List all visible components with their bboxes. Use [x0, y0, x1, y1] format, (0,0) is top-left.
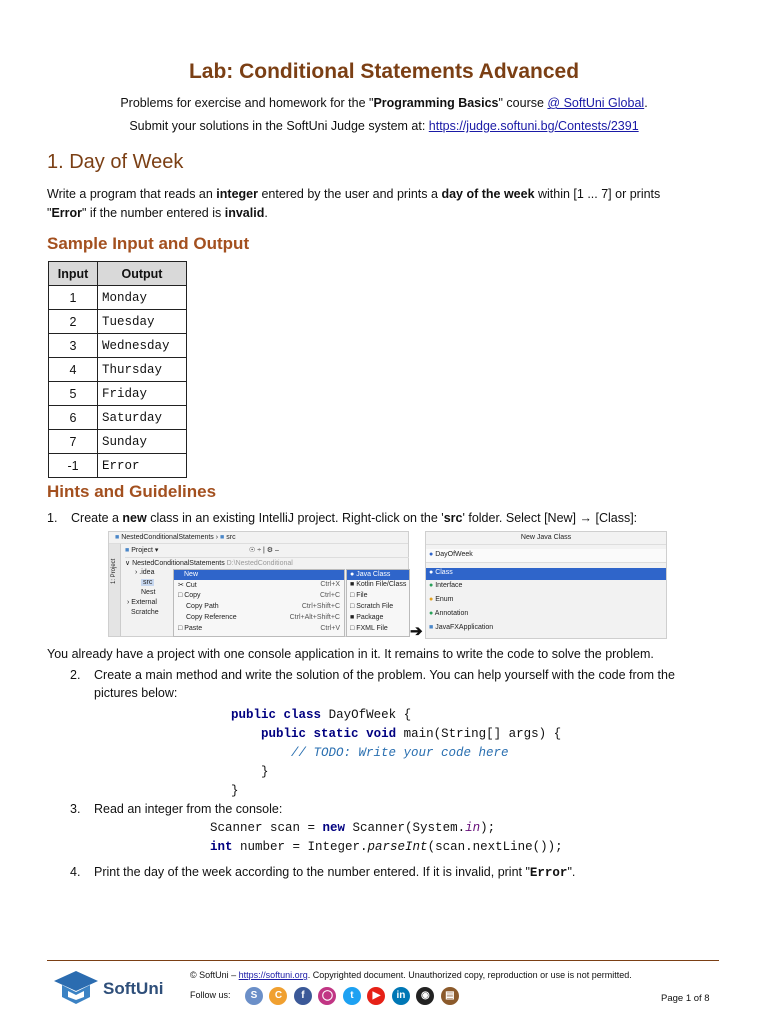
arrow-icon: ➔ [410, 623, 423, 640]
kind-option-interface[interactable]: ● Interface [429, 582, 463, 589]
softuni-global-link[interactable]: @ SoftUni Global [547, 96, 645, 110]
table-row [49, 382, 187, 406]
tree-item-src[interactable]: src [143, 579, 153, 586]
code-block-main: public class DayOfWeek { public static void main(String[] args) { // TODO: Write your code here } } [231, 708, 562, 798]
menu-item-paste[interactable]: □ Paste Ctrl+V [178, 625, 340, 632]
step-4: 4. Print the day of the week according to the number entered. If it is invalid, print "Error". [70, 865, 576, 880]
submenu-item-scratch[interactable]: □ Scratch File [350, 603, 394, 610]
project-side-tab[interactable]: 1: Project [109, 544, 121, 636]
intro-text: Submit your solutions in the SoftUni Judge system at: [129, 119, 429, 133]
softuni-logo [52, 969, 100, 1010]
kind-option-javafx[interactable]: ■ JavaFXApplication [429, 624, 494, 631]
submenu-item-java-class[interactable]: ● Java Class [347, 570, 409, 580]
new-submenu [346, 569, 410, 637]
intro-line-2 [0, 119, 768, 133]
table-row [49, 358, 187, 382]
table-row [49, 406, 187, 430]
intro-text: " course [498, 96, 548, 110]
youtube-icon[interactable]: ▶ [367, 987, 385, 1005]
menu-item-copy[interactable]: □ Copy Ctrl+C [178, 592, 340, 599]
hints-heading: Hints and Guidelines [47, 482, 217, 501]
class-icon: ● [429, 551, 434, 558]
tree-item[interactable]: › External [127, 599, 157, 606]
intellij-context-menu-screenshot [108, 531, 409, 637]
output-cell: Monday [98, 286, 187, 310]
submenu-item-package[interactable]: ■ Package [350, 614, 384, 621]
tree-item[interactable]: › .idea [135, 569, 155, 576]
social-links [245, 987, 462, 1005]
submenu-item-file[interactable]: □ File [350, 592, 368, 599]
project-toolbar: ■ Project ▾ ☉ ÷ | ⚙ – [125, 546, 409, 558]
sample-heading: Sample Input and Output [47, 234, 250, 253]
new-java-class-dialog-screenshot [425, 531, 667, 639]
toolbar-icons[interactable]: ☉ ÷ | ⚙ – [249, 547, 279, 554]
facebook-icon[interactable]: f [294, 987, 312, 1005]
menu-item-copy-reference[interactable]: Copy Reference Ctrl+Alt+Shift+C [186, 614, 340, 621]
stackoverflow-icon[interactable]: ▤ [441, 987, 459, 1005]
tree-item[interactable]: Nest [141, 589, 156, 596]
output-cell: Error [98, 454, 187, 478]
table-header-row [49, 262, 187, 286]
step-2: 2. Create a main method and write the solution of the problem. You can help yourself with the code from the pictures below: [70, 668, 675, 700]
softuni-org-link[interactable]: https://softuni.org [238, 970, 308, 980]
output-cell: Sunday [98, 430, 187, 454]
page-number: Page 1 of 8 [661, 993, 710, 1004]
table-header-input: Input [49, 262, 98, 286]
input-cell: 3 [49, 334, 98, 358]
table-row [49, 334, 187, 358]
menu-item-new[interactable]: New [174, 570, 344, 580]
github-icon[interactable]: ◉ [416, 987, 434, 1005]
project-icon: ■ [125, 547, 130, 554]
kind-option-class[interactable]: ● Class [426, 568, 666, 580]
intro-line-1 [0, 96, 768, 110]
step-1: 1. Create a new class in an existing IntelliJ project. Right-click on the 'src' folder. Select [New] → [Class]: [47, 511, 638, 525]
tree-item[interactable]: Scratche [131, 609, 159, 616]
linkedin-icon[interactable]: in [392, 987, 410, 1005]
output-cell: Tuesday [98, 310, 187, 334]
input-cell: -1 [49, 454, 98, 478]
judge-link[interactable]: https://judge.softuni.bg/Contests/2391 [428, 119, 639, 133]
kind-option-annotation[interactable]: ● Annotation [429, 610, 469, 617]
menu-item-copy-path[interactable]: Copy Path Ctrl+Shift+C [186, 603, 340, 610]
output-cell: Wednesday [98, 334, 187, 358]
intro-text: Problems for exercise and homework for the " [120, 96, 374, 110]
table-row [49, 286, 187, 310]
project-root[interactable]: ∨ NestedConditionalStatements D:\NestedConditional [125, 560, 293, 567]
table-row [49, 430, 187, 454]
follow-label: Follow us: [190, 990, 231, 1000]
after-screenshot-text: You already have a project with one console application in it. It remains to write the code to solve the problem. [47, 647, 654, 661]
dialog-title: New Java Class [426, 532, 666, 545]
output-cell: Saturday [98, 406, 187, 430]
twitter-icon[interactable]: t [343, 987, 361, 1005]
page-title: Lab: Conditional Statements Advanced [188, 60, 580, 83]
output-cell: Friday [98, 382, 187, 406]
input-cell: 6 [49, 406, 98, 430]
footer-divider [47, 960, 719, 961]
task-description: Write a program that reads an integer entered by the user and prints a day of the week within [1 ... 7] or prints "Error" if the number entered is invalid. [47, 187, 661, 220]
course-name: Programming Basics [373, 96, 499, 110]
input-cell: 7 [49, 430, 98, 454]
submenu-item-kotlin[interactable]: ■ Kotlin File/Class [350, 581, 407, 588]
input-cell: 5 [49, 382, 98, 406]
folder-icon: ■ [220, 534, 225, 541]
intro-text: . [644, 96, 648, 110]
copyright-line: © SoftUni – https://softuni.org. Copyrighted document. Unauthorized copy, reproduction or use is not permitted. [190, 970, 632, 980]
softuni-creative-icon[interactable]: C [269, 987, 287, 1005]
table-row [49, 310, 187, 334]
table-header-output: Output [98, 262, 187, 286]
kind-option-enum[interactable]: ● Enum [429, 596, 454, 603]
kind-list [426, 568, 666, 636]
table-row [49, 454, 187, 478]
submenu-item-fxml[interactable]: □ FXML File [350, 625, 388, 632]
ide-breadcrumb: ■ NestedConditionalStatements › ■ src [109, 532, 408, 544]
softuni-logo-text: SoftUni [103, 979, 164, 998]
instagram-icon[interactable]: ◯ [318, 987, 336, 1005]
input-cell: 2 [49, 310, 98, 334]
context-menu [173, 569, 345, 637]
softuni-icon[interactable]: S [245, 987, 263, 1005]
folder-icon: ■ [115, 534, 120, 541]
code-block-scanner: Scanner scan = new Scanner(System.in); int number = Integer.parseInt(scan.nextLine()); [210, 821, 563, 854]
sample-table [48, 261, 187, 478]
output-cell: Thursday [98, 358, 187, 382]
softuni-logo-icon [52, 969, 100, 1007]
menu-item-cut[interactable]: ✂ Cut Ctrl+X [178, 581, 340, 589]
section-heading: 1. Day of Week [47, 151, 184, 173]
step-3: 3. Read an integer from the console: [70, 802, 283, 816]
class-name-input[interactable]: ● DayOfWeek [426, 549, 666, 563]
input-cell: 4 [49, 358, 98, 382]
input-cell: 1 [49, 286, 98, 310]
